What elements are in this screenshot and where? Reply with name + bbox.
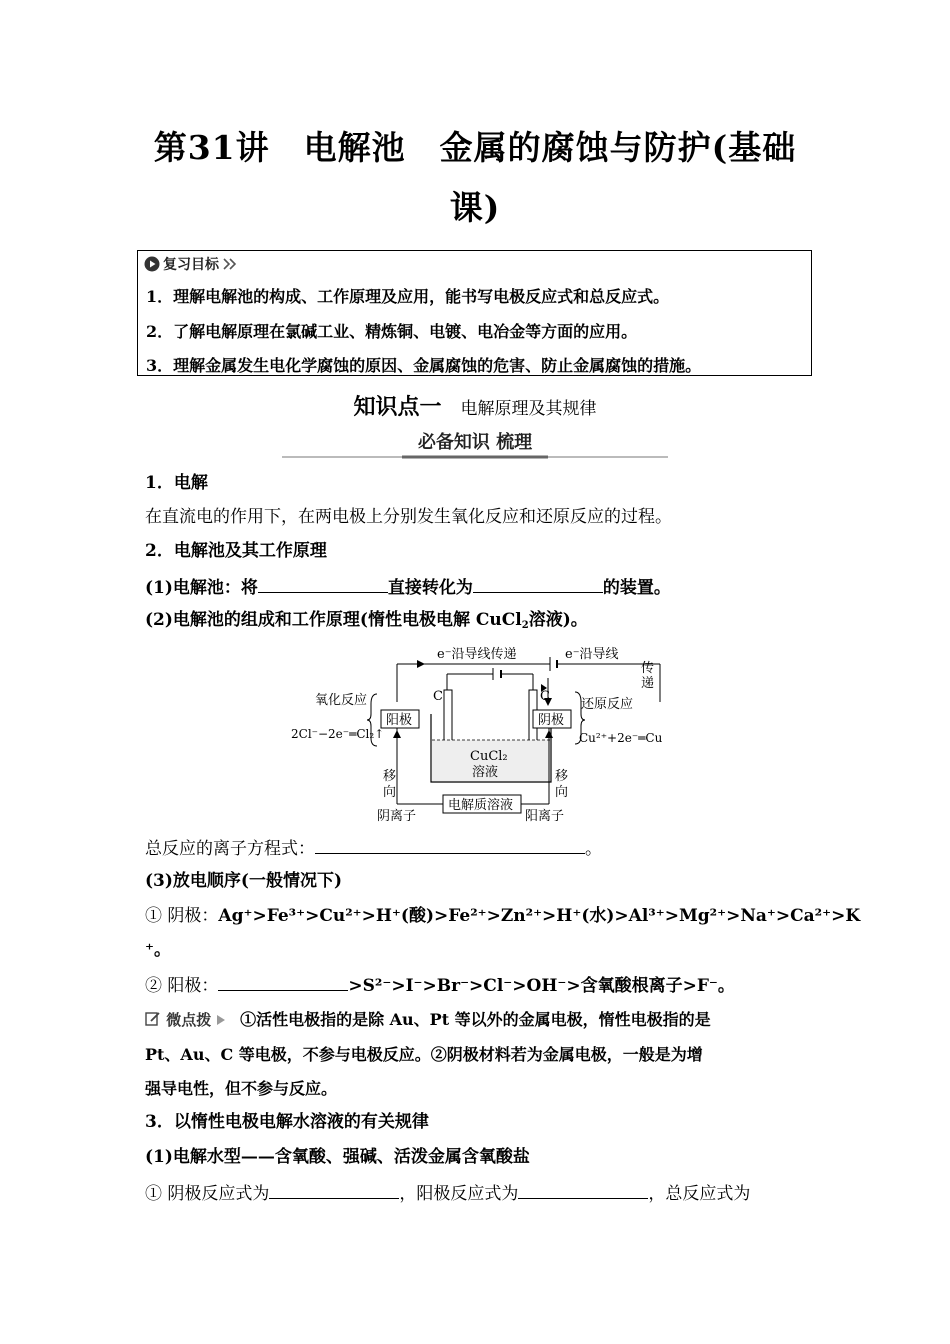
cathode-order-label: ① 阴极： bbox=[145, 906, 219, 926]
tip-badge bbox=[145, 1008, 226, 1032]
anode-order-line bbox=[145, 972, 735, 998]
goal-item-3: 3．理解金属发生电化学腐蚀的原因、金属腐蚀的危害、防止金属腐蚀的措施。 bbox=[146, 356, 702, 375]
electron-flow-right-label: e⁻沿导线 bbox=[565, 647, 619, 662]
s2-p2-part-b: 溶液)。 bbox=[528, 610, 588, 630]
cathode-label: 阴极 bbox=[538, 713, 565, 728]
tip-text-1: ①活性电极指的是除 Au、Pt 等以外的金属电极，惰性电极指的是 bbox=[240, 1010, 711, 1029]
pencil-note-icon bbox=[145, 1011, 161, 1027]
tip-line-2: Pt、Au、C 等电极，不参与电极反应。②阴极材料若为金属电极，一般是为增 bbox=[145, 1045, 703, 1064]
s2-p2-part-a: (2)电解池的组成和工作原理(惰性电极电解 CuCl bbox=[145, 610, 522, 630]
s2-p1-part-a: (1)电解池：将 bbox=[145, 578, 258, 598]
migrate-left-1: 移 bbox=[383, 769, 397, 784]
migrate-right-1: 移 bbox=[555, 769, 569, 784]
section-underline bbox=[282, 454, 668, 460]
section-4-p1: (1)电解水型——含氧酸、强碱、活泼金属含氧酸盐 bbox=[145, 1147, 530, 1167]
migrate-left-2: 向 bbox=[383, 785, 397, 800]
anode-label: 阳极 bbox=[386, 713, 413, 728]
reduction-label: 还原反应 bbox=[581, 697, 634, 712]
electron-flow-right-label-3: 递 bbox=[641, 676, 655, 691]
section-2-p2 bbox=[145, 608, 588, 632]
fill-blank[interactable] bbox=[473, 574, 603, 593]
left-electrode-label: C bbox=[433, 689, 443, 704]
section-2-title: 2．电解池及其工作原理 bbox=[145, 541, 327, 561]
page-title bbox=[140, 118, 810, 238]
arrow-icon bbox=[393, 730, 401, 738]
fill-blank[interactable] bbox=[258, 574, 388, 593]
s4-p2-part-b: ，阳极反应式为 bbox=[399, 1184, 519, 1204]
section-1-title: 1．电解 bbox=[145, 473, 208, 493]
fill-blank[interactable] bbox=[315, 835, 585, 854]
section-2-p1 bbox=[145, 574, 671, 600]
total-equation-end: 。 bbox=[585, 839, 602, 859]
s4-p2-part-a: ① 阴极反应式为 bbox=[145, 1184, 270, 1204]
fill-blank[interactable] bbox=[218, 972, 348, 991]
review-goals-box bbox=[137, 250, 812, 376]
section-4-title: 3．以惰性电极电解水溶液的有关规律 bbox=[145, 1112, 429, 1132]
arrow-icon bbox=[417, 660, 425, 668]
goals-header-label: 复习目标 bbox=[163, 257, 219, 273]
section-label: 必备知识 梳理 bbox=[417, 432, 533, 453]
oxidation-label: 氧化反应 bbox=[315, 693, 368, 708]
anode-order-label: ② 阳极： bbox=[145, 976, 219, 996]
tip-line-1 bbox=[145, 1008, 711, 1032]
total-equation-label: 总反应的离子方程式： bbox=[145, 839, 315, 859]
electron-flow-left-label: e⁻沿导线传递 bbox=[437, 647, 517, 662]
fill-blank[interactable] bbox=[518, 1180, 648, 1199]
title-line-2: 课) bbox=[449, 188, 501, 227]
electrolyte-label: 电解质溶液 bbox=[448, 798, 514, 813]
tip-line-3: 强导电性，但不参与反应。 bbox=[145, 1079, 338, 1098]
title-line-1: 第31讲 电解池 金属的腐蚀与防护(基础 bbox=[153, 128, 797, 167]
section-3-title: (3)放电顺序(一般情况下) bbox=[145, 871, 343, 891]
anode-order-value: >S²⁻>I⁻>Br⁻>Cl⁻>OH⁻>含氧酸根离子>F⁻。 bbox=[348, 976, 735, 996]
total-equation-line bbox=[145, 835, 602, 861]
cathode-equation: Cu²⁺+2e⁻═Cu bbox=[579, 731, 663, 745]
s2-p1-part-b: 直接转化为 bbox=[387, 578, 473, 598]
double-chevron-icon bbox=[222, 258, 238, 270]
triangle-right-icon bbox=[216, 1014, 226, 1026]
cation-label: 阳离子 bbox=[525, 809, 565, 824]
arrow-icon bbox=[545, 730, 553, 738]
anion-label: 阴离子 bbox=[377, 809, 417, 824]
knowledge-point-label: 知识点一 bbox=[353, 395, 442, 420]
knowledge-point-heading bbox=[0, 390, 950, 421]
migrate-right-2: 向 bbox=[555, 785, 569, 800]
knowledge-point-title: 电解原理及其规律 bbox=[460, 399, 597, 419]
s2-p2-subscript: 2 bbox=[521, 620, 529, 631]
play-circle-icon bbox=[144, 256, 160, 272]
tip-label: 微点拨 bbox=[166, 1011, 212, 1029]
fill-blank[interactable] bbox=[269, 1180, 399, 1199]
goal-item-1: 1．理解电解池的构成、工作原理及应用，能书写电极反应式和总反应式。 bbox=[146, 287, 670, 306]
section-4-p2 bbox=[145, 1180, 750, 1206]
goal-item-2: 2．了解电解原理在氯碱工业、精炼铜、电镀、电冶金等方面的应用。 bbox=[146, 322, 638, 341]
section-1-text: 在直流电的作用下，在两电极上分别发生氧化反应和还原反应的过程。 bbox=[145, 507, 672, 527]
cathode-order-continued: ⁺。 bbox=[145, 940, 171, 960]
electrolysis-diagram bbox=[285, 642, 670, 827]
solution-label-1: CuCl₂ bbox=[470, 749, 508, 764]
cathode-order-line bbox=[145, 904, 860, 928]
cathode-order-value: Ag⁺>Fe³⁺>Cu²⁺>H⁺(酸)>Fe²⁺>Zn²⁺>H⁺(水)>Al³⁺>Mg²⁺>Na⁺>Ca²⁺>K bbox=[218, 906, 861, 926]
right-electrode-label: C bbox=[540, 689, 550, 704]
s4-p2-part-c: ，总反应式为 bbox=[648, 1184, 751, 1204]
solution-label-2: 溶液 bbox=[472, 765, 499, 780]
anode-equation: 2Cl⁻−2e⁻═Cl₂↑ bbox=[291, 727, 385, 741]
s2-p1-part-c: 的装置。 bbox=[602, 578, 671, 598]
electron-flow-right-label-2: 传 bbox=[641, 661, 655, 676]
goals-header bbox=[144, 254, 238, 274]
